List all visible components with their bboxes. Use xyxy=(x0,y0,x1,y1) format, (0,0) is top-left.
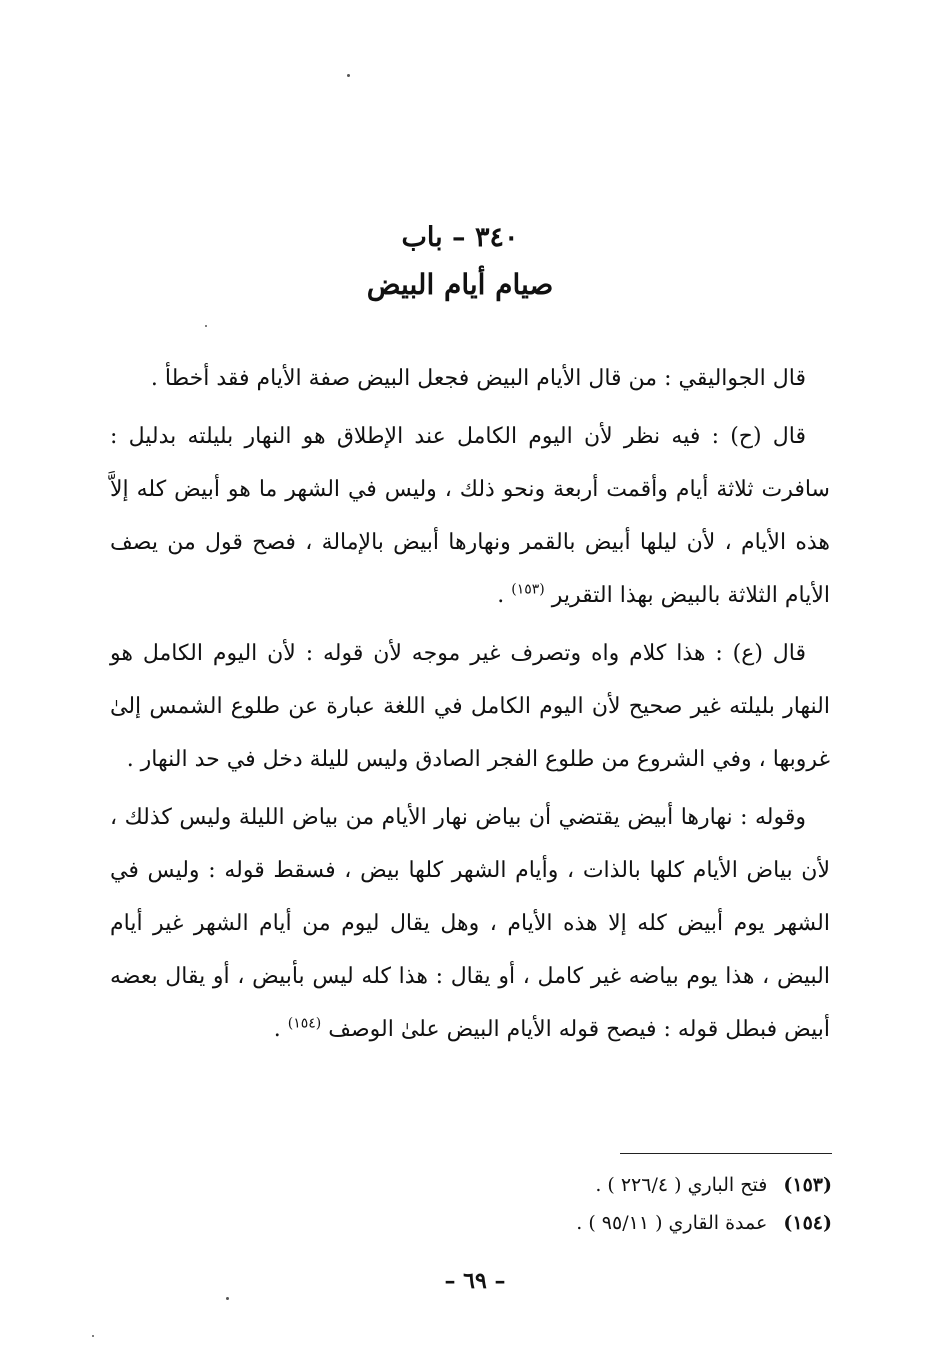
paragraph-4-end: . xyxy=(273,1017,288,1042)
scan-speck xyxy=(347,74,350,77)
paragraph-4-text: وقوله : نهارها أبيض يقتضي أن بياض نهار الأيام من بياض الليلة وليس كذلك ، لأن بياض الأيام كلها بالذات ، وأيام الشهر كلها بيض ، فسقط قوله : وليس في الشهر يوم أبيض كله إلا هذه الأيام ، وهل يقال ليوم من أيام الشهر غير أيام البيض ، هذا يوم بياضه غير كامل ، أو يقال : هذا كله ليس بأبيض ، أو يقال بعضه أبيض فبطل قوله : فيصح قوله الأيام البيض علىٰ الوصف xyxy=(110,805,830,1042)
footnote-153-text: فتح الباري ( ٢٢٦/٤ ) . xyxy=(595,1174,768,1196)
paragraph-2-text: قال (ح) : فيه نظر لأن اليوم الكامل عند الإطلاق هو النهار بليلته بدليل : سافرت ثلاثة أيام وأقمت أربعة ونحو ذلك ، وليس في الشهر ما هو أبيض كله إلاَّ هذه الأيام ، لأن ليلها أبيض بالقمر ونهارها أبيض بالإمالة ، فصح قول من يصف الأيام الثلاثة بالبيض بهذا التقرير xyxy=(110,424,830,608)
footnote-divider xyxy=(620,1153,832,1154)
footnote-153 xyxy=(110,1166,832,1204)
paragraph-2 xyxy=(110,410,830,622)
body-text xyxy=(110,352,830,1061)
footnote-153-number: (١٥٣) xyxy=(783,1174,832,1196)
paragraph-1-text: قال الجواليقي : من قال الأيام البيض فجعل البيض صفة الأيام فقد أخطأ . xyxy=(150,366,806,391)
paragraph-1 xyxy=(110,352,830,405)
scan-speck xyxy=(226,1297,229,1300)
footnote-ref-153: (١٥٣) xyxy=(511,581,545,598)
footnote-154-text: عمدة القاري ( ٩٥/١١ ) . xyxy=(576,1212,768,1234)
paragraph-3 xyxy=(110,627,830,786)
scan-speck xyxy=(92,1335,94,1337)
footnote-154 xyxy=(110,1204,832,1242)
paragraph-3-text: قال (ع) : هذا كلام واه وتصرف غير موجه لأن قوله : لأن اليوم الكامل هو النهار بليلته غير صحيح لأن اليوم الكامل في اللغة عبارة عن طلوع الشمس إلىٰ غروبها ، وفي الشروع من طلوع الفجر الصادق وليس لليلة دخل في حد النهار . xyxy=(110,641,830,772)
chapter-number: ٣٤٠ – باب xyxy=(401,222,519,253)
page-number: – ٦٩ – xyxy=(444,1268,506,1294)
paragraph-2-end: . xyxy=(497,583,512,608)
scan-speck xyxy=(205,325,207,327)
footnotes xyxy=(110,1166,832,1242)
footnote-154-number: (١٥٤) xyxy=(783,1212,832,1234)
paragraph-4 xyxy=(110,791,830,1056)
footnote-ref-154: (١٥٤) xyxy=(287,1015,322,1032)
chapter-title: صيام أيام البيض xyxy=(366,268,554,301)
